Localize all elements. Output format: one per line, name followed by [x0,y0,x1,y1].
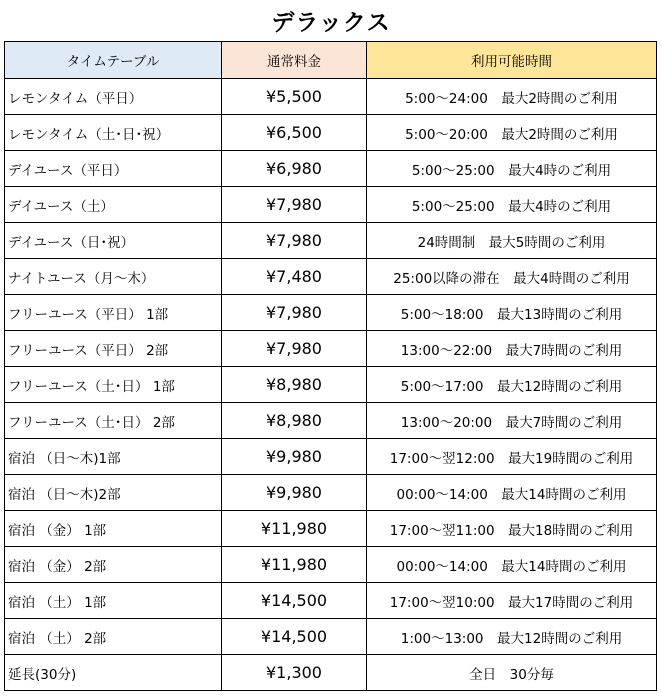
table-row [5,367,657,403]
cell-hours: 24時間制 最大5時間のご利用 [367,223,657,259]
cell-price: ¥8,980 [222,367,367,403]
cell-hours: 1:00～13:00 最大12時間のご利用 [367,619,657,655]
cell-price: ¥8,980 [222,403,367,439]
table-row [5,79,657,115]
cell-hours: 全日 30分毎 [367,655,657,691]
cell-hours: 00:00～14:00 最大14時間のご利用 [367,547,657,583]
cell-plan-name: フリーユース（土･日） 2部 [5,403,222,439]
table-row [5,547,657,583]
pricing-table [4,41,657,691]
table-row [5,439,657,475]
header-timetable: タイムテーブル [5,42,222,79]
table-header-row [5,42,657,79]
cell-plan-name: ナイトユース（月～木） [5,259,222,295]
cell-plan-name: フリーユース（土･日） 1部 [5,367,222,403]
cell-price: ¥11,980 [222,547,367,583]
cell-hours: 17:00～翌10:00 最大17時間のご利用 [367,583,657,619]
table-row [5,331,657,367]
cell-price: ¥6,980 [222,151,367,187]
cell-hours: 17:00～翌11:00 最大18時間のご利用 [367,511,657,547]
cell-plan-name: 宿泊 （日～木)1部 [5,439,222,475]
cell-hours: 5:00～18:00 最大13時間のご利用 [367,295,657,331]
cell-plan-name: 宿泊 （土） 1部 [5,583,222,619]
cell-price: ¥7,480 [222,259,367,295]
cell-hours: 00:00～14:00 最大14時間のご利用 [367,475,657,511]
cell-plan-name: 宿泊 （土） 2部 [5,619,222,655]
cell-price: ¥7,980 [222,295,367,331]
cell-plan-name: フリーユース（平日） 1部 [5,295,222,331]
cell-hours: 5:00～25:00 最大4時のご利用 [367,187,657,223]
cell-price: ¥7,980 [222,187,367,223]
cell-hours: 5:00～24:00 最大2時間のご利用 [367,79,657,115]
cell-plan-name: デイユース（平日） [5,151,222,187]
page-title: デラックス [271,9,391,36]
header-hours: 利用可能時間 [367,42,657,79]
table-row [5,403,657,439]
cell-price: ¥14,500 [222,583,367,619]
cell-price: ¥9,980 [222,439,367,475]
cell-plan-name: 宿泊 （金） 1部 [5,511,222,547]
table-row [5,583,657,619]
cell-hours: 5:00～25:00 最大4時のご利用 [367,151,657,187]
cell-plan-name: デイユース（日･祝） [5,223,222,259]
table-row [5,511,657,547]
cell-price: ¥1,300 [222,655,367,691]
cell-hours: 17:00～翌12:00 最大19時間のご利用 [367,439,657,475]
cell-hours: 25:00以降の滞在 最大4時間のご利用 [367,259,657,295]
cell-price: ¥7,980 [222,331,367,367]
table-row [5,655,657,691]
table-row [5,151,657,187]
cell-price: ¥6,500 [222,115,367,151]
table-row [5,259,657,295]
table-row [5,619,657,655]
cell-plan-name: 延長(30分) [5,655,222,691]
table-row [5,475,657,511]
cell-hours: 13:00～22:00 最大7時間のご利用 [367,331,657,367]
cell-price: ¥7,980 [222,223,367,259]
table-row [5,295,657,331]
cell-plan-name: レモンタイム（平日） [5,79,222,115]
cell-price: ¥14,500 [222,619,367,655]
table-row [5,115,657,151]
cell-plan-name: レモンタイム（土･日･祝） [5,115,222,151]
cell-hours: 13:00～20:00 最大7時間のご利用 [367,403,657,439]
table-row [5,223,657,259]
cell-price: ¥5,500 [222,79,367,115]
cell-plan-name: 宿泊 （金） 2部 [5,547,222,583]
cell-hours: 5:00～17:00 最大12時間のご利用 [367,367,657,403]
cell-plan-name: デイユース（土） [5,187,222,223]
header-price: 通常料金 [222,42,367,79]
cell-price: ¥11,980 [222,511,367,547]
cell-price: ¥9,980 [222,475,367,511]
cell-plan-name: フリーユース（平日） 2部 [5,331,222,367]
cell-plan-name: 宿泊 （日～木)2部 [5,475,222,511]
cell-hours: 5:00～20:00 最大2時間のご利用 [367,115,657,151]
table-row [5,187,657,223]
